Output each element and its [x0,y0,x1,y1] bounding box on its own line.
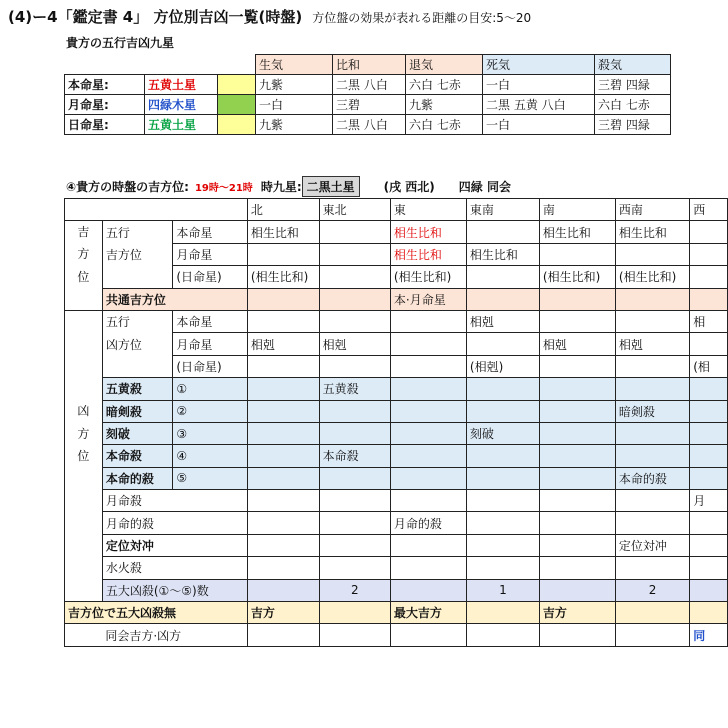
cell: 刻破 [466,422,539,444]
dokai-label: 同会吉方·凶方 [102,624,247,646]
minor-kyo-row [65,490,728,512]
title-note: 方位盤の効果が表れる距離の目安:5〜20 [312,11,532,25]
gogyo-header-row [65,55,671,75]
direction-label: (戌 西北) [383,180,435,194]
cell [319,355,390,377]
sub-label: 本命星 [173,310,248,332]
major-kyo-row [65,467,728,489]
result-cell [319,602,390,624]
cell: 相 [690,310,728,332]
cell [615,378,689,400]
cell [539,422,615,444]
sub-label: (日命星) [173,355,248,377]
cell: 六白 七赤 [406,75,483,95]
kichi-vert-label: 吉 [65,221,103,243]
dir-header: 東北 [319,199,390,221]
header-taiki: 退気 [406,55,483,75]
cell: 相生比和 [247,221,319,243]
cell [247,557,319,579]
section-label: ④貴方の時盤の吉方位: [66,180,189,194]
sub-label: 本命星 [173,221,248,243]
title-text: (4)ー4「鑑定書 4」 方位別吉凶一覧(時盤) [8,8,303,26]
dir-header: 北 [247,199,319,221]
cell [466,221,539,243]
kyo-gogyo-row [65,310,728,332]
count-cell: 1 [466,579,539,601]
cell: 九紫 [256,75,333,95]
header-sakki: 殺気 [595,55,671,75]
gogyo-table [64,54,671,135]
star-label: 時九星: [260,180,302,194]
cell: 相剋 [615,333,689,355]
star-name: 五黄土星 [145,115,218,135]
cell [539,400,615,422]
cell [615,243,689,265]
cell [466,288,539,310]
kichi-row [65,221,728,243]
cell [690,333,728,355]
dokai-star: 四緑 同会 [458,180,511,194]
cell: (相生比和) [539,266,615,288]
cell [247,534,319,556]
cell [615,310,689,332]
cell: 月命的殺 [390,512,466,534]
cell [390,467,466,489]
cell [319,512,390,534]
cell [690,288,728,310]
cell: 六白 七赤 [406,115,483,135]
count-cell [390,579,466,601]
cell [247,445,319,467]
kyo-vert-label: 凶 [65,400,103,422]
cell [319,557,390,579]
cell [539,243,615,265]
kichi-row [65,243,728,265]
header-shiki: 死気 [483,55,595,75]
cell [319,266,390,288]
cell [466,445,539,467]
kichi-row [65,266,728,288]
dokai-cell [247,624,319,646]
kyo-label: 暗剣殺 [102,400,173,422]
cell [390,400,466,422]
cell [615,288,689,310]
cell: 三碧 [333,95,406,115]
cell: 本命殺 [319,445,390,467]
cell: 九紫 [406,95,483,115]
cell [539,534,615,556]
minor-kyo-row [65,512,728,534]
common-kichi-row [65,288,728,310]
row-label: 月命星: [65,95,145,115]
cell [690,266,728,288]
sub-label: 月命星 [173,333,248,355]
cell [247,490,319,512]
cell [466,534,539,556]
cell [319,310,390,332]
cell: 相生比和 [390,243,466,265]
cell [319,422,390,444]
cell [319,243,390,265]
getsumei-row [65,95,671,115]
cell [539,355,615,377]
cell [390,534,466,556]
cell [247,378,319,400]
kyo-num: ② [173,400,248,422]
kyo-label: 本命殺 [102,445,173,467]
cell [690,557,728,579]
kyo-num: ④ [173,445,248,467]
color-swatch [218,95,256,115]
cell [247,310,319,332]
minor-kyo-row [65,534,728,556]
cell: 相生比和 [466,243,539,265]
cell: 三碧 四緑 [595,75,671,95]
cell [690,221,728,243]
cell: 相剋 [466,310,539,332]
cell [539,445,615,467]
cell [247,512,319,534]
major-kyo-row [65,378,728,400]
cell [466,400,539,422]
cell: 一白 [483,75,595,95]
cell [390,490,466,512]
cell [690,400,728,422]
count-cell: 2 [615,579,689,601]
kyo-vert-label: 方 [65,422,103,444]
count-cell [690,579,728,601]
cell: 定位対冲 [615,534,689,556]
cell [539,310,615,332]
kyo-gogyo-row [65,355,728,377]
cell [615,355,689,377]
cell [390,445,466,467]
cell: 月 [690,490,728,512]
header-hiwa: 比和 [333,55,406,75]
cell: (相生比和) [615,266,689,288]
cell [615,422,689,444]
kyo-label: 本命的殺 [102,467,173,489]
cell [690,378,728,400]
cell [319,534,390,556]
kyo-num: ③ [173,422,248,444]
cell: 相生比和 [390,221,466,243]
cell [690,534,728,556]
cell: 一白 [483,115,595,135]
page-title [8,6,531,27]
cell [319,490,390,512]
row-label: 本命星: [65,75,145,95]
cell [615,445,689,467]
color-swatch [218,115,256,135]
cell [539,378,615,400]
cell [539,512,615,534]
group-label: 五行 [102,310,173,332]
cell: 相剋 [247,333,319,355]
kyo-label: 刻破 [102,422,173,444]
header-seiki: 生気 [256,55,333,75]
cell [390,422,466,444]
cell [615,512,689,534]
dir-header: 西 [690,199,728,221]
cell [390,333,466,355]
kichi-vert-label: 方 [65,243,103,265]
star-name: 四緑木星 [145,95,218,115]
cell: 本·月命星 [390,288,466,310]
cell [466,333,539,355]
result-cell [690,602,728,624]
dokai-cell [615,624,689,646]
cell: 相剋 [539,333,615,355]
dokai-cell [319,624,390,646]
cell: 相剋 [319,333,390,355]
cell [690,467,728,489]
minor-kyo-row [65,557,728,579]
dokai-cell [390,624,466,646]
cell [690,422,728,444]
cell: 相生比和 [615,221,689,243]
cell [539,557,615,579]
cell: 一白 [256,95,333,115]
time-star-box: 二黒土星 [302,176,360,197]
cell: 九紫 [256,115,333,135]
cell [390,310,466,332]
sub-label: 月命星 [173,243,248,265]
kyo-label: 定位対冲 [102,534,247,556]
direction-header-row [65,199,728,221]
cell: (相生比和) [390,266,466,288]
time-range: 19時〜21時 [194,183,253,194]
kyo-label: 月命的殺 [102,512,247,534]
group-label: 吉方位 [102,243,173,265]
cell [319,221,390,243]
kyo-label: 五黄殺 [102,378,173,400]
common-kichi-label: 共通吉方位 [102,288,247,310]
cell [247,422,319,444]
cell [466,557,539,579]
cell: 二黒 五黄 八白 [483,95,595,115]
honmei-row [65,75,671,95]
result-label: 吉方位で五大凶殺無 [65,602,248,624]
star-name: 五黄土星 [145,75,218,95]
kyo-count-label: 五大凶殺(①〜⑤)数 [102,579,247,601]
dir-header: 東 [390,199,466,221]
cell: 相生比和 [539,221,615,243]
direction-table [64,198,728,647]
cell: 六白 七赤 [595,95,671,115]
cell: 本命的殺 [615,467,689,489]
cell [390,557,466,579]
row-label: 日命星: [65,115,145,135]
color-swatch [218,75,256,95]
cell: (相剋) [466,355,539,377]
cell: (相生比和) [247,266,319,288]
count-cell: 2 [319,579,390,601]
dokai-cell: 同 [690,624,728,646]
cell [539,288,615,310]
cell [615,557,689,579]
dokai-row [65,624,728,646]
result-row [65,602,728,624]
cell: 三碧 四緑 [595,115,671,135]
major-kyo-row [65,400,728,422]
cell [466,512,539,534]
cell [247,243,319,265]
kyo-count-row [65,579,728,601]
cell: 二黒 八白 [333,115,406,135]
group-label: 五行 [102,221,173,243]
jiban-section-header [66,176,511,197]
major-kyo-row [65,445,728,467]
cell [247,355,319,377]
cell [615,490,689,512]
cell [247,400,319,422]
dir-header: 東南 [466,199,539,221]
cell [539,467,615,489]
major-kyo-row [65,422,728,444]
sub-label: (日命星) [173,266,248,288]
kyo-label: 月命殺 [102,490,247,512]
kyo-num: ① [173,378,248,400]
cell [319,400,390,422]
cell [690,445,728,467]
dokai-cell [539,624,615,646]
cell [690,512,728,534]
cell [466,266,539,288]
dokai-cell [466,624,539,646]
cell [466,490,539,512]
kichi-vert-label: 位 [65,266,103,288]
result-cell [615,602,689,624]
kyo-gogyo-row [65,333,728,355]
cell: 二黒 八白 [333,75,406,95]
cell [319,467,390,489]
nichimei-row [65,115,671,135]
cell [390,355,466,377]
cell: 五黄殺 [319,378,390,400]
kyo-num: ⑤ [173,467,248,489]
cell [466,467,539,489]
dir-header: 西南 [615,199,689,221]
cell [390,378,466,400]
result-cell: 最大吉方 [390,602,466,624]
cell [247,467,319,489]
cell: 暗剣殺 [615,400,689,422]
cell: (相 [690,355,728,377]
result-cell: 吉方 [247,602,319,624]
kyo-label: 水火殺 [102,557,247,579]
cell [539,490,615,512]
result-cell [466,602,539,624]
cell [319,288,390,310]
count-cell [539,579,615,601]
dir-header: 南 [539,199,615,221]
count-cell [247,579,319,601]
cell [690,243,728,265]
gogyo-subtitle: 貴方の五行吉凶九星 [66,36,175,50]
group-label: 凶方位 [102,333,173,355]
cell [466,378,539,400]
result-cell: 吉方 [539,602,615,624]
cell [247,288,319,310]
kyo-vert-label: 位 [65,445,103,467]
